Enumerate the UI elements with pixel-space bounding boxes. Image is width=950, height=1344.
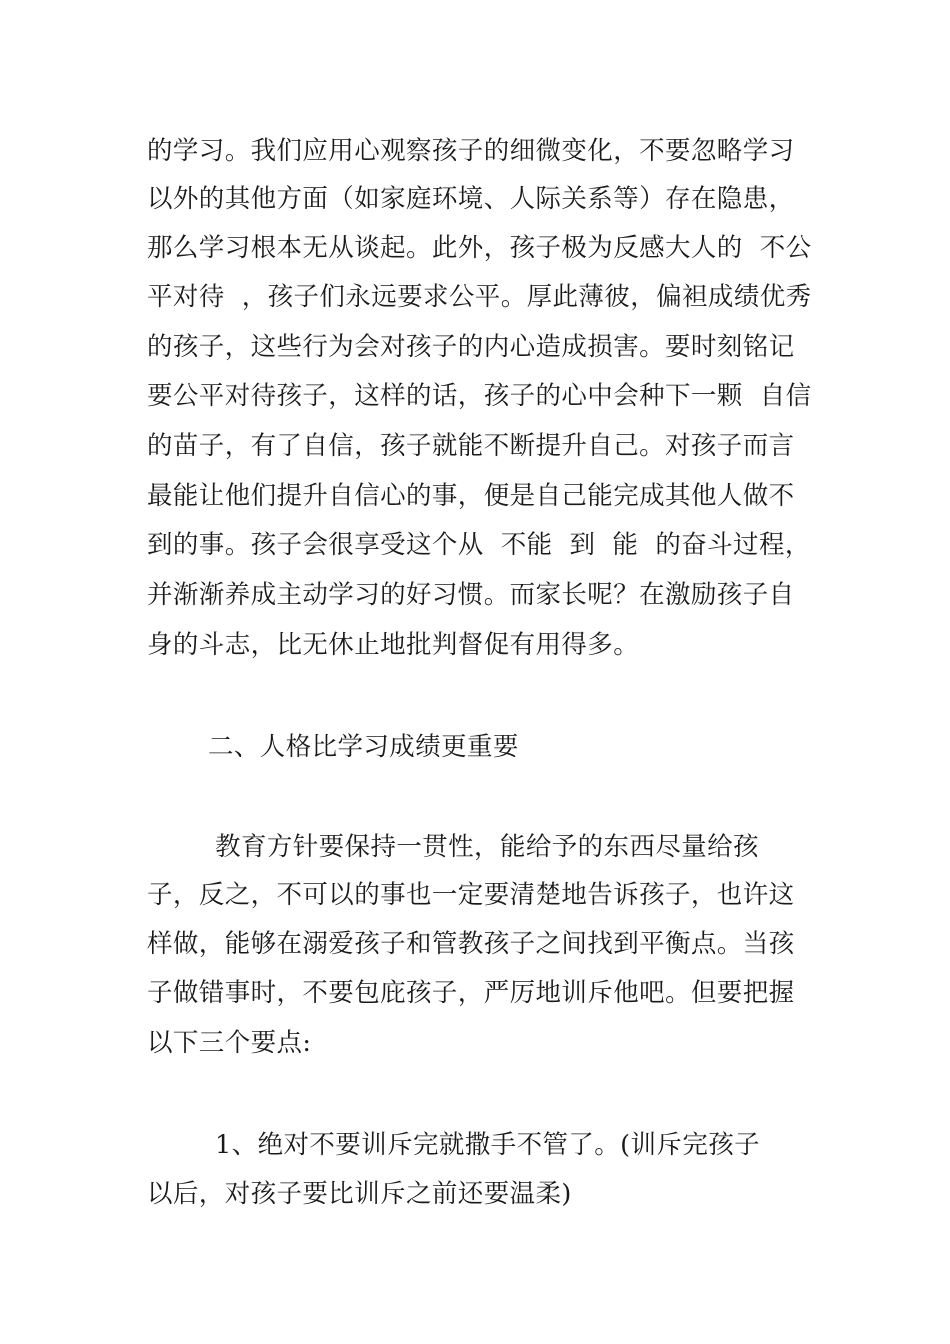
paragraph-line: 要公平对待孩子，这样的话，孩子的心中会种下一颗 自信: [147, 381, 812, 411]
paragraph-line: 身的斗志，比无休止地批判督促有用得多。: [147, 630, 640, 660]
paragraph-line: 最能让他们提升自信心的事，便是自己能完成其他人做不: [147, 481, 795, 511]
paragraph-line: 以下三个要点:: [147, 1028, 312, 1058]
paragraph-line: 以外的其他方面（如家庭环境、人际关系等）存在隐患，: [147, 184, 795, 214]
paragraph-line: 1、绝对不要训斥完就撒手不管了。(训斥完孩子: [147, 1130, 761, 1160]
paragraph-line: 并渐渐养成主动学习的好习惯。而家长呢？在激励孩子自: [147, 580, 795, 610]
section-heading: 二、人格比学习成绩更重要: [208, 732, 519, 762]
paragraph-line: 子做错事时，不要包庇孩子，严厉地训斥他吧。但要把握: [147, 978, 795, 1008]
paragraph-line: 那么学习根本无从谈起。此外，孩子极为反感大人的 不公: [147, 233, 812, 263]
paragraph-line: 以后，对孩子要比训斥之前还要温柔): [147, 1179, 572, 1209]
paragraph-line: 的苗子，有了自信，孩子就能不断提升自己。对孩子而言: [147, 431, 795, 461]
paragraph-line: 到的事。孩子会很享受这个从 不能 到 能 的奋斗过程，: [147, 530, 811, 560]
paragraph-line: 教育方针要保持一贯性，能给予的东西尽量给孩: [147, 832, 759, 862]
paragraph-line: 子，反之，不可以的事也一定要清楚地告诉孩子，也许这: [147, 880, 795, 910]
paragraph-line: 的学习。我们应用心观察孩子的细微变化，不要忽略学习: [147, 136, 795, 166]
paragraph-line: 样做，能够在溺爱孩子和管教孩子之间找到平衡点。当孩: [147, 929, 795, 959]
paragraph-line: 的孩子，这些行为会对孩子的内心造成损害。要时刻铭记: [147, 332, 795, 362]
paragraph-line: 平对待 ，孩子们永远要求公平。厚此薄彼，偏袒成绩优秀: [147, 282, 812, 312]
